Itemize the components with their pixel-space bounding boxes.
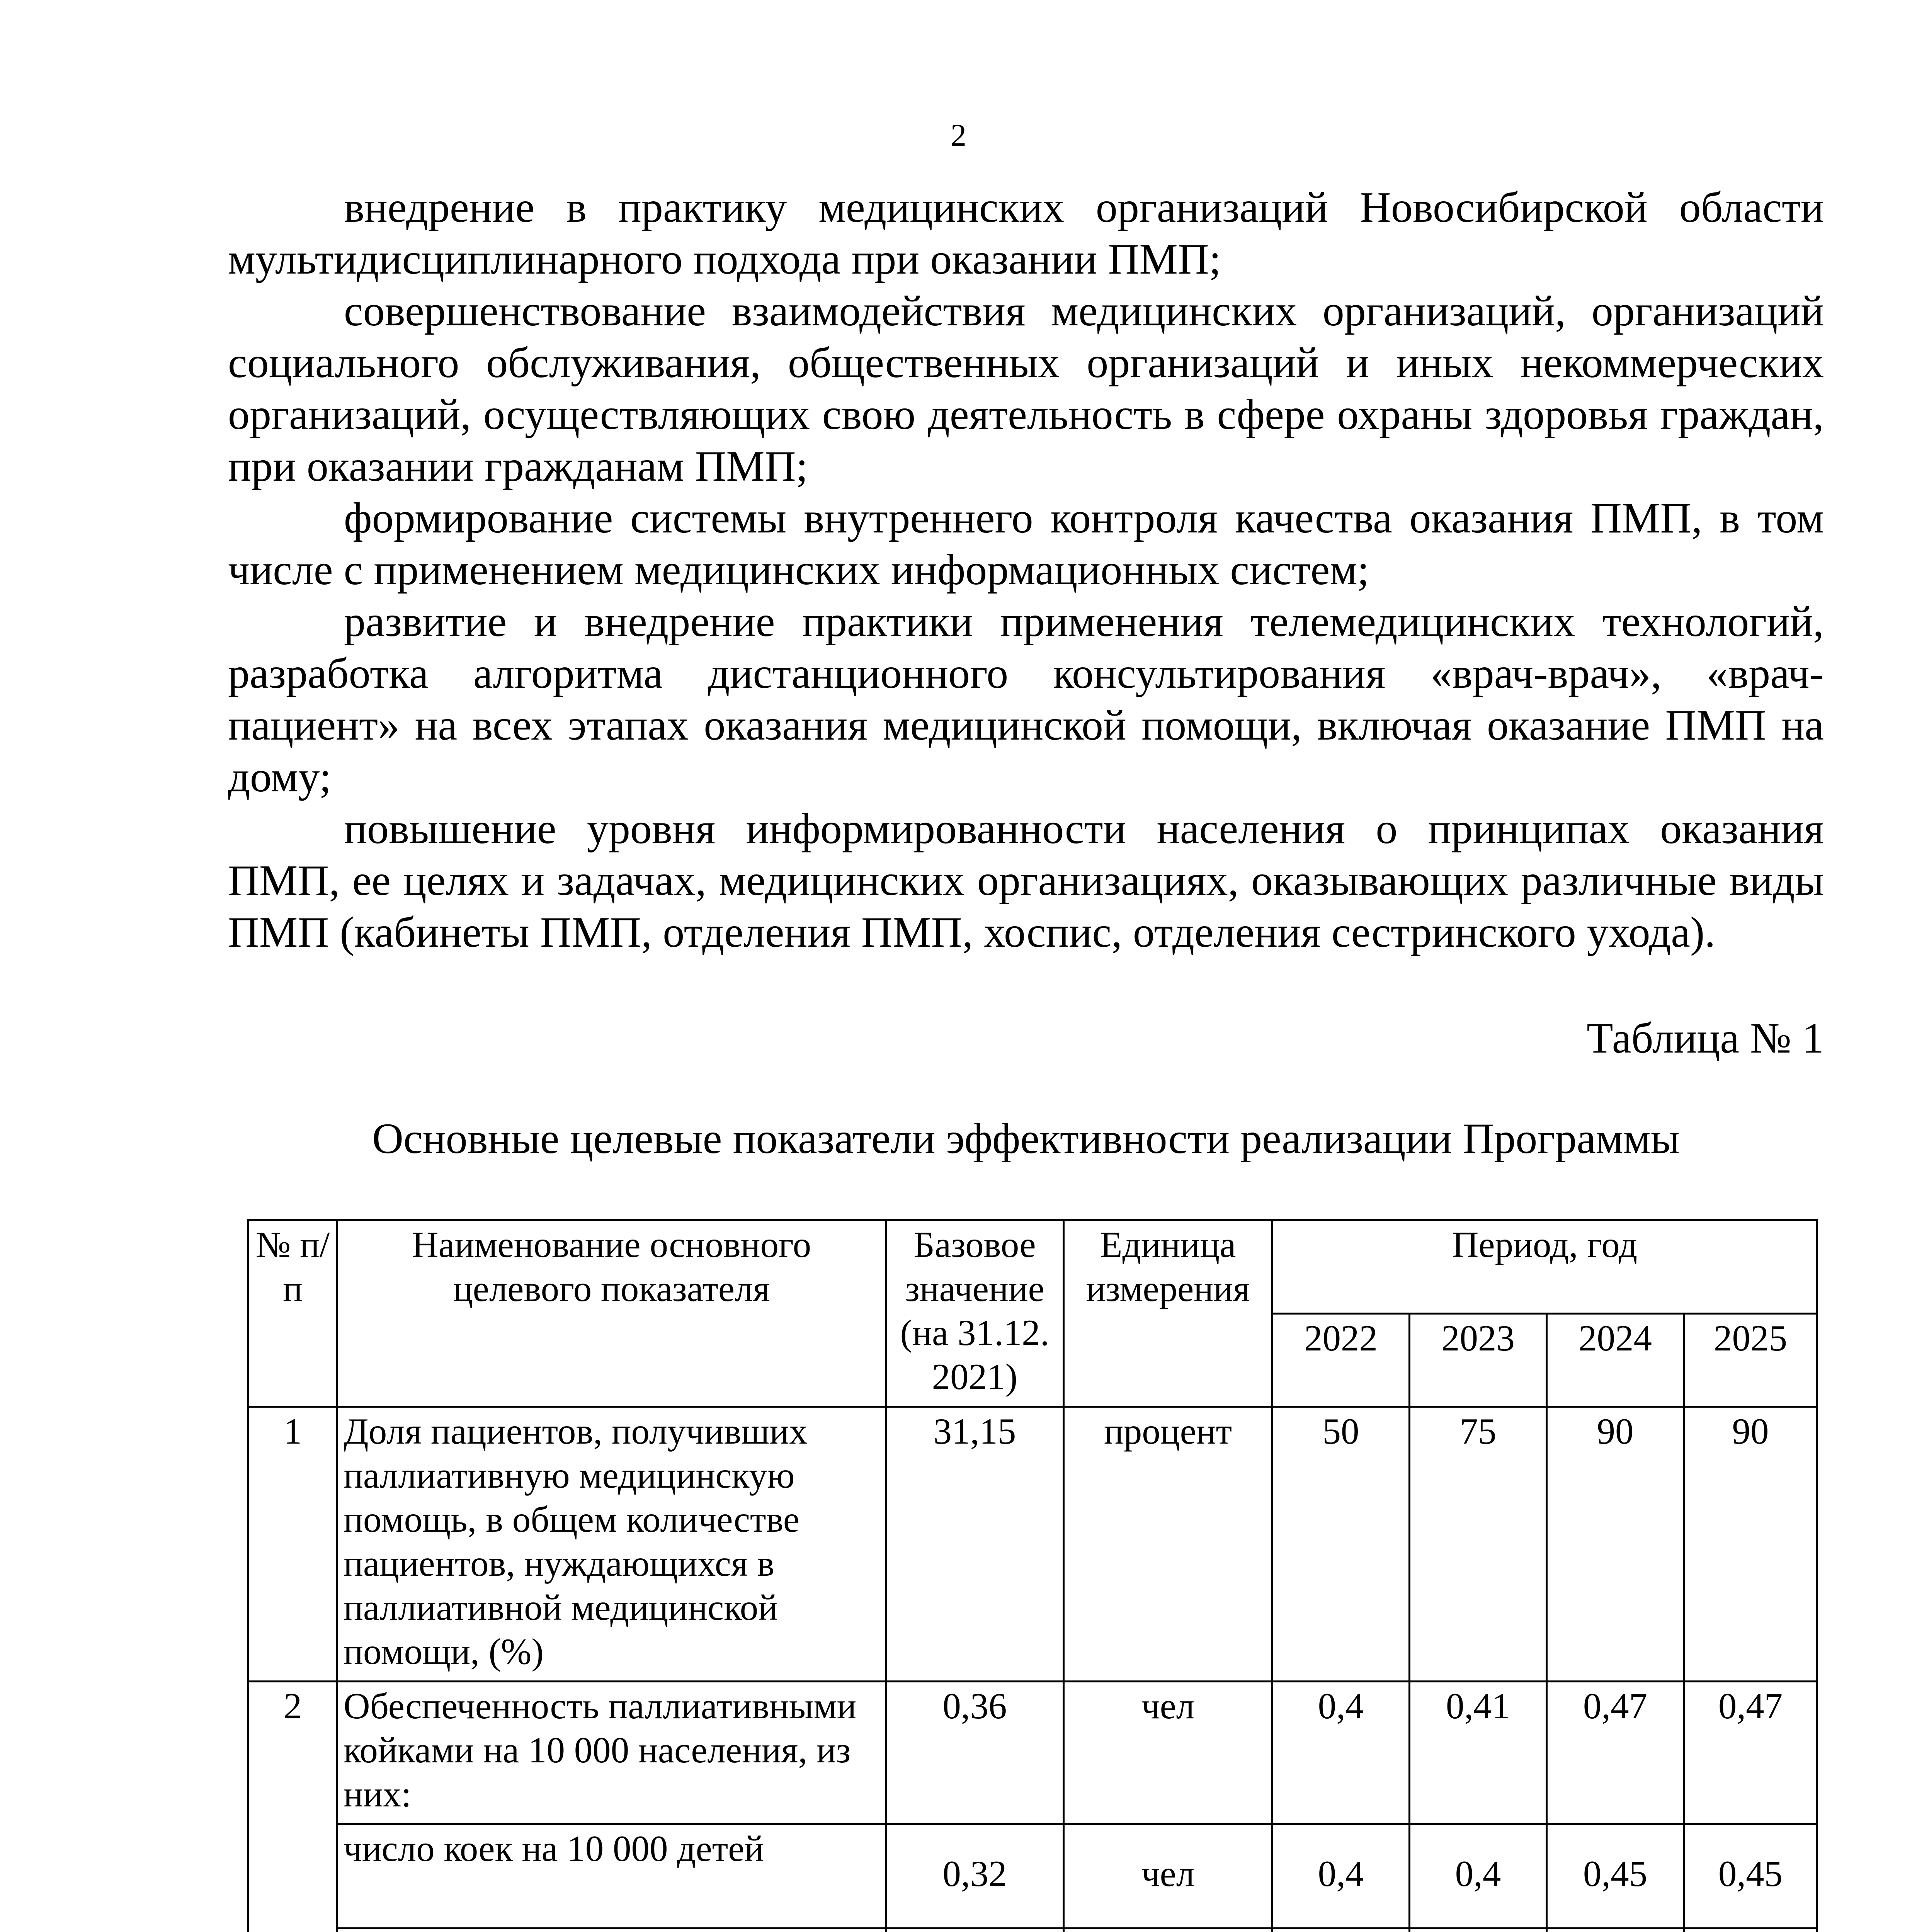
table-row bbox=[248, 1407, 1817, 1682]
cell-unit bbox=[1064, 1929, 1272, 1932]
cell-value: 0,41 bbox=[1410, 1682, 1547, 1824]
body-text bbox=[228, 182, 1824, 958]
cell-value: 0,4 bbox=[1272, 1824, 1410, 1929]
cell-value: 90 bbox=[1684, 1407, 1817, 1682]
table-row bbox=[248, 1929, 1817, 1932]
cell-value: 0,47 bbox=[1684, 1682, 1817, 1824]
cell-unit: процент bbox=[1064, 1407, 1272, 1682]
cell-value bbox=[1272, 1929, 1410, 1932]
cell-num: 1 bbox=[248, 1407, 337, 1682]
cell-base bbox=[886, 1929, 1064, 1932]
cell-value: 0,47 bbox=[1547, 1682, 1684, 1824]
cell-value: 75 bbox=[1410, 1407, 1547, 1682]
header-year: 2024 bbox=[1547, 1313, 1684, 1407]
cell-name: Доля пациентов, получивших паллиативную медицинскую помощь, в общем количестве пациентов, нуждающихся в паллиативной медицинской помощи, (%) bbox=[337, 1407, 886, 1682]
paragraph: совершенствование взаимодействия медицинских организаций, организаций социального обслуживания, общественных организаций и иных некоммерческих организаций, осуществляющих свою деятельность в сфере охраны здоровья граждан, при оказании гражданам ПМП; bbox=[228, 287, 1824, 490]
header-period: Период, год bbox=[1272, 1220, 1817, 1314]
cell-unit: чел bbox=[1064, 1682, 1272, 1824]
paragraph: развитие и внедрение практики применения телемедицинских технологий, разработка алгоритма дистанционного консультирования «врач-врач», «врач-пациент» на всех этапах оказания медицинской помощи, включая оказание ПМП на дому; bbox=[228, 598, 1824, 801]
table-header-row bbox=[248, 1220, 1817, 1314]
header-year: 2023 bbox=[1410, 1313, 1547, 1407]
cell-name bbox=[337, 1929, 886, 1932]
header-base: Базовое значение (на 31.12. 2021) bbox=[886, 1220, 1064, 1407]
cell-value bbox=[1410, 1929, 1547, 1932]
cell-value: 50 bbox=[1272, 1407, 1410, 1682]
indicators-table-wrap bbox=[247, 1219, 1816, 1932]
table-row bbox=[248, 1682, 1817, 1824]
table-title: Основные целевые показатели эффективности реализации Программы bbox=[372, 1115, 1680, 1163]
cell-value: 0,45 bbox=[1684, 1824, 1817, 1929]
page-number: 2 bbox=[951, 117, 966, 153]
cell-value: 0,45 bbox=[1547, 1824, 1684, 1929]
cell-base: 0,32 bbox=[886, 1824, 1064, 1929]
cell-base: 31,15 bbox=[886, 1407, 1064, 1682]
cell-value: 0,4 bbox=[1272, 1682, 1410, 1824]
cell-value bbox=[1547, 1929, 1684, 1932]
header-year: 2025 bbox=[1684, 1313, 1817, 1407]
table-label: Таблица № 1 bbox=[1587, 1014, 1824, 1062]
header-num: № п/п bbox=[248, 1220, 337, 1407]
header-year: 2022 bbox=[1272, 1313, 1410, 1407]
cell-num: 2 bbox=[248, 1682, 337, 1932]
header-name: Наименование основного целевого показателя bbox=[337, 1220, 886, 1407]
cell-name: Обеспеченность паллиативными койками на 10 000 населения, из них: bbox=[337, 1682, 886, 1824]
cell-name: число коек на 10 000 детей bbox=[337, 1824, 886, 1929]
cell-unit: чел bbox=[1064, 1824, 1272, 1929]
cell-value: 90 bbox=[1547, 1407, 1684, 1682]
indicators-table bbox=[247, 1219, 1818, 1932]
paragraph: повышение уровня информированности населения о принципах оказания ПМП, ее целях и задачах, медицинских организациях, оказывающих различные виды ПМП (кабинеты ПМП, отделения ПМП, хоспис, отделения сестринского ухода). bbox=[228, 805, 1824, 956]
cell-value: 0,4 bbox=[1410, 1824, 1547, 1929]
paragraph: внедрение в практику медицинских организаций Новосибирской области мультидисциплинарного подхода при оказании ПМП; bbox=[228, 184, 1824, 283]
header-unit: Единица измерения bbox=[1064, 1220, 1272, 1407]
cell-base: 0,36 bbox=[886, 1682, 1064, 1824]
paragraph: формирование системы внутреннего контроля качества оказания ПМП, в том числе с применением медицинских информационных систем; bbox=[228, 494, 1824, 594]
cell-value bbox=[1684, 1929, 1817, 1932]
table-row bbox=[248, 1824, 1817, 1929]
